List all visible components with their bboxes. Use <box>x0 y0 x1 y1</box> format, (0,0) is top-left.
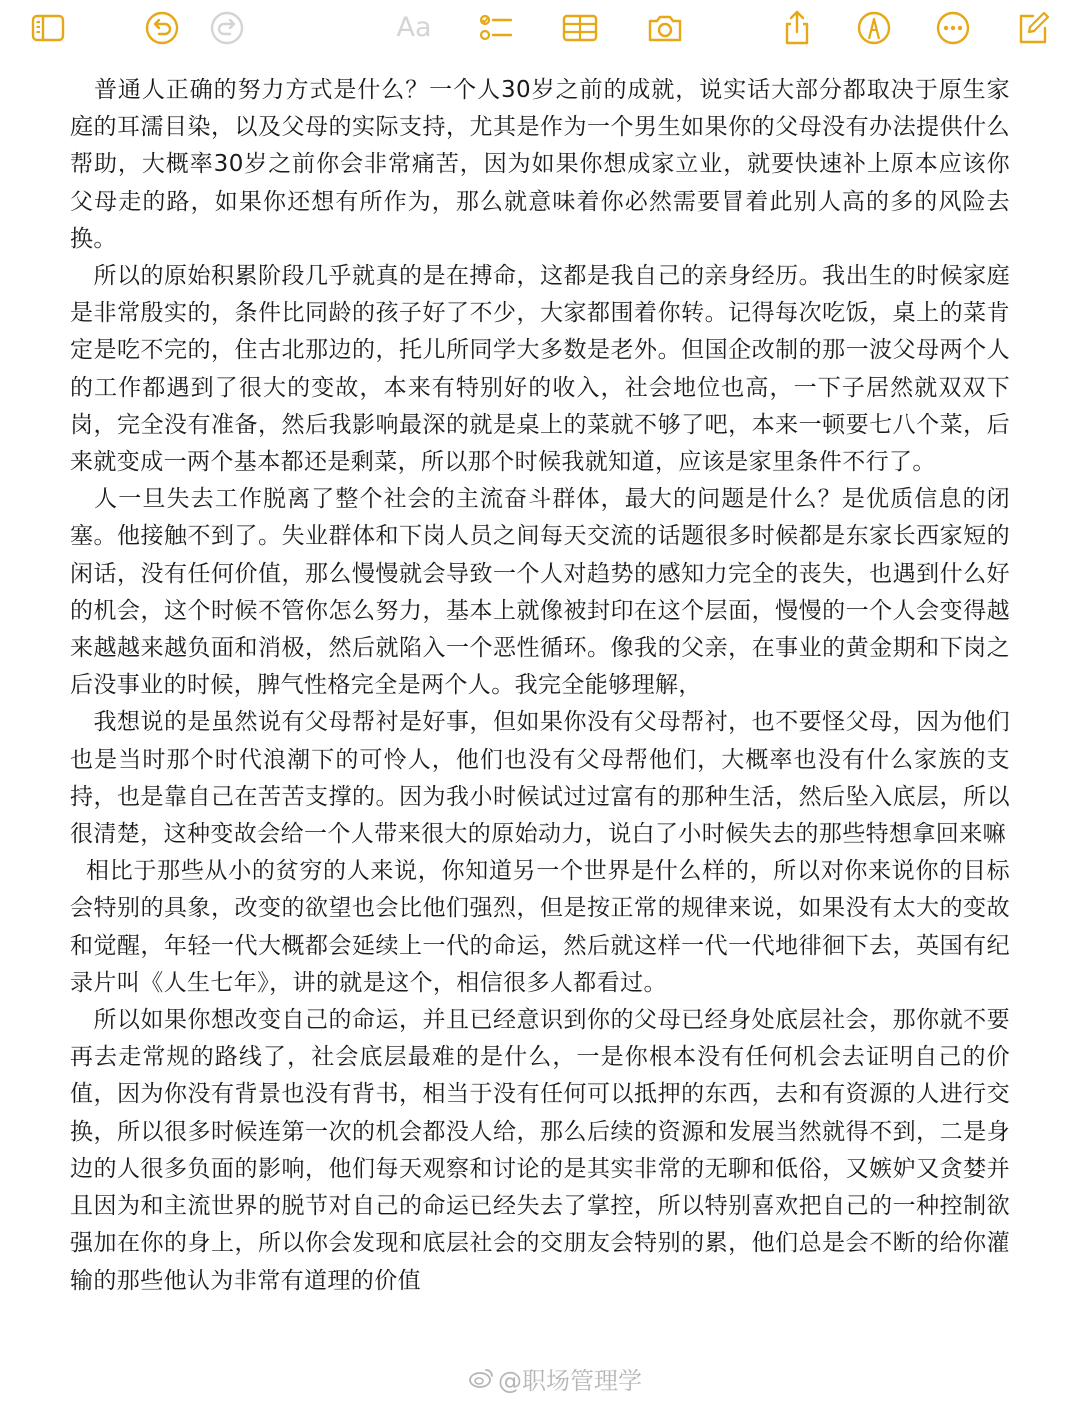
camera-icon[interactable] <box>645 8 685 48</box>
more-icon[interactable] <box>933 8 973 48</box>
watermark-text: @职场管理学 <box>498 1366 642 1395</box>
note-paragraph: 所以的原始积累阶段几乎就真的是在搏命，这都是我自己的亲身经历。我出生的时候家庭是非常殷实的，条件比同龄的孩子好了不少，大家都围着你转。记得每次吃饭，桌上的菜肯定是吃不完的，住古北那边的，托儿所同学大多数是老外。但国企改制的那一波父母两个人的工作都遇到了很大的变故，本来有特别好的收入，社会地位也高，一下子居然就双双下岗，完全没有准备，然后我影响最深的就是桌上的菜就不够了吧，本来一顿要七八个菜，后来就变成一两个基本都还是剩菜，所以那个时候我就知道，应该是家里条件不行了。 <box>70 263 1010 476</box>
note-body[interactable] <box>70 72 1010 1404</box>
watermark <box>468 1360 642 1396</box>
redo-icon[interactable] <box>207 8 247 48</box>
note-paragraph: 所以如果你想改变自己的命运，并且已经意识到你的父母已经身处底层社会，那你就不要再去走常规的路线了，社会底层最难的是什么，一是你根本没有任何机会去证明自己的价值，因为你没有背景也没有背书，相当于没有任何可以抵押的东西，去和有资源的人进行交换，所以很多时候连第一次的机会都没人给，那么后续的资源和发展当然就得不到，二是身边的人很多负面的影响，他们每天观察和讨论的是其实非常的无聊和低俗，又嫉妒又贪婪并且因为和主流世界的脱节对自己的命运已经失去了掌控，所以特别喜欢把自己的一种控制欲强加在你的身上，所以你会发现和底层社会的交朋友会特别的累，他们总是会不断的给你灌输的那些他认为非常有道理的价值 <box>70 1007 1010 1294</box>
markup-pen-icon[interactable] <box>854 8 894 48</box>
compose-icon[interactable] <box>1013 8 1053 48</box>
notes-toolbar <box>0 0 1080 62</box>
checklist-icon[interactable] <box>476 8 516 48</box>
note-paragraph: 相比于那些从小的贫穷的人来说，你知道另一个世界是什么样的，所以对你来说你的目标会特别的具象，改变的欲望也会比他们强烈，但是按正常的规律来说，如果没有太大的变故和觉醒，年轻一代大概都会延续上一代的命运，然后就这样一代一代地徘徊下去，英国有纪录片叫《人生七年》，讲的就是这个，相信很多人都看过。 <box>70 858 1010 996</box>
share-icon[interactable] <box>777 8 817 48</box>
weibo-logo-icon <box>468 1365 494 1391</box>
note-paragraph: 人一旦失去工作脱离了整个社会的主流奋斗群体，最大的问题是什么？是优质信息的闭塞。他接触不到了。失业群体和下岗人员之间每天交流的话题很多时候都是东家长西家短的闲话，没有任何价值，那么慢慢就会导致一个人对趋势的感知力完全的丧失，也遇到什么好的机会，这个时候不管你怎么努力，基本上就像被封印在这个层面，慢慢的一个人会变得越来越越来越负面和消极，然后就陷入一个恶性循环。像我的父亲，在事业的黄金期和下岗之后没事业的时候，脾气性格完全是两个人。我完全能够理解， <box>70 486 1010 699</box>
sidebar-icon[interactable] <box>28 8 68 48</box>
format-text-button[interactable]: Aa <box>396 12 432 43</box>
note-paragraph: 我想说的是虽然说有父母帮衬是好事，但如果你没有父母帮衬，也不要怪父母，因为他们也是当时那个时代浪潮下的可怜人，他们也没有父母帮他们，大概率也没有什么家族的支持，也是靠自己在苦苦支撑的。因为我小时候试过过富有的那种生活，然后坠入底层，所以很清楚，这种变故会给一个人带来很大的原始动力，说白了小时候失去的那些特想拿回来嘛 <box>70 709 1010 848</box>
note-paragraph: 普通人正确的努力方式是什么？一个人30岁之前的成就，说实话大部分都取决于原生家庭的耳濡目染，以及父母的实际支持，尤其是作为一个男生如果你的父母没有办法提供什么帮助，大概率30岁之前你会非常痛苦，因为如果你想成家立业，就要快速补上原本应该你父母走的路，如果你还想有所作为，那么就意味着你必然需要冒着此别人高的多的风险去换。 <box>70 77 1010 252</box>
undo-icon[interactable] <box>142 8 182 48</box>
table-icon[interactable] <box>560 8 600 48</box>
